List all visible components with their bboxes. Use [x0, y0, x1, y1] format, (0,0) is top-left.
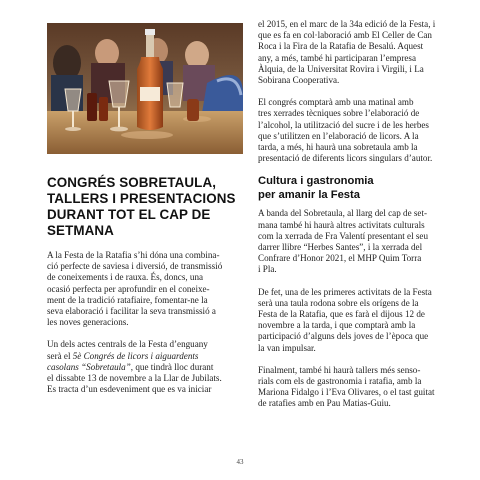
- text-line: el 2015, en el marc de la 34a edició de la Festa, i: [258, 19, 436, 29]
- text-line: de coneixements i de rauxa. És, doncs, una: [47, 272, 204, 283]
- text-line: de ratafies amb en Pau Matias-Guiu.: [258, 398, 391, 409]
- text-line: com la xerrada de Fra Valentí presentant el seu: [258, 230, 429, 241]
- text-line: rials com els de gastronomia i ratafia, amb la: [258, 376, 422, 387]
- text-line: ment de la tradició ratafiaire, fomentar-ne la: [47, 294, 208, 305]
- intro-paragraph: [47, 250, 245, 328]
- right-column: [258, 19, 458, 421]
- headline-line: SETMANA: [47, 223, 114, 238]
- headline-line: DURANT TOT EL CAP DE: [47, 207, 211, 222]
- photo-image-icon: [47, 23, 243, 154]
- article-headline: [47, 175, 245, 239]
- text-fragment: , que tindrà lloc durant: [130, 361, 214, 372]
- text-line: any, a més, també hi participaran l’empresa: [258, 52, 416, 63]
- text-line: l’alcohol, la utilització del sucre i de les herbes: [258, 119, 429, 130]
- text-line: De fet, una de les primeres activitats de la Festa: [258, 286, 432, 297]
- text-line: darrer llibre “Herbes Santes”, i la xerrada del: [258, 242, 423, 253]
- text-line: A la Festa de la Ratafia s’hi dóna una combina-: [47, 250, 220, 260]
- text-line: Confrare d’Honor 2021, el MHP Quim Torra: [258, 253, 422, 264]
- text-line: ció perfecte de saviesa i diversió, de transmissió: [47, 261, 223, 272]
- text-fragment: serà el: [47, 350, 73, 361]
- text-line: ocasió perfecta per aprofundir en el coneixe-: [47, 283, 210, 294]
- left-column: [47, 175, 245, 406]
- text-line: Àlquia, de la Universitat Rovira i Virgili, i La: [258, 63, 424, 74]
- text-line: tarda, a més, hi haurà una sobretaula amb la: [258, 142, 418, 153]
- text-line: El congrés comptarà amb una matinal amb: [258, 97, 414, 108]
- text-line: mana també hi haurà altres activitats culturals: [258, 219, 425, 230]
- text-line: [47, 362, 245, 373]
- text-line: tres xerrades tècniques sobre l’elaboració de: [258, 108, 420, 119]
- section-subheading: [258, 175, 458, 202]
- text-line: la van impulsar.: [258, 342, 316, 353]
- text-line: i Pla.: [258, 264, 277, 275]
- text-line: A banda del Sobretaula, al llarg del cap de set-: [258, 208, 428, 219]
- culture-paragraph: [258, 208, 458, 275]
- text-line: presentació de diferents licors singulars d’autor.: [258, 153, 433, 164]
- page-number: 43: [236, 458, 244, 466]
- headline-line: TALLERS I PRESENTACIONS: [47, 191, 236, 206]
- text-line: seva elaboració i facilitar la seva transmissió a: [47, 306, 216, 317]
- text-line: Festa de la Ratafia, que es farà el dijous 12 de: [258, 309, 425, 320]
- round-table-paragraph: [258, 287, 458, 354]
- congress-title: casolans “Sobretaula”: [47, 361, 131, 372]
- text-line: Roca i la Fira de la Ratafia de Besalú. Aquest: [258, 41, 424, 52]
- event-photo: [47, 23, 243, 154]
- subheading-line: per amanir la Festa: [258, 188, 360, 201]
- continuation-paragraph: [258, 19, 458, 86]
- text-line: Un dels actes centrals de la Festa d’enguany: [47, 339, 208, 350]
- headline-line: CONGRÉS SOBRETAULA,: [47, 175, 217, 190]
- text-line: el dissabte 13 de novembre a la Llar de Jubilats.: [47, 373, 222, 384]
- text-line: les noves generacions.: [47, 317, 129, 328]
- text-line: participació d’alguns dels joves de l’època que: [258, 331, 429, 342]
- text-line: novembre a la tarda, i que comptarà amb la: [258, 320, 416, 331]
- text-line: Finalment, també hi haurà tallers més senso-: [258, 364, 421, 375]
- text-line: serà una taula rodona sobre els orígens de la: [258, 297, 419, 308]
- morning-session-paragraph: [258, 97, 458, 164]
- text-line: Es tracta d’un esdeveniment que es va iniciar: [47, 384, 212, 395]
- text-line: Sobirana Cooperativa.: [258, 75, 340, 86]
- text-line: Mariona Fidalgo i l’Eva Olivares, o el tast guitat: [258, 387, 435, 398]
- text-line: que s’utilitzen en l’elaboració de licors. A la: [258, 130, 419, 141]
- congress-title: 5è Congrés de licors i aiguardents: [72, 350, 199, 361]
- subheading-line: Cultura i gastronomia: [258, 175, 374, 188]
- text-line: que es fa en col·laboració amb El Celler de Can: [258, 30, 432, 41]
- congress-paragraph: [47, 339, 245, 395]
- text-line: [47, 351, 245, 362]
- workshops-paragraph: [258, 365, 458, 410]
